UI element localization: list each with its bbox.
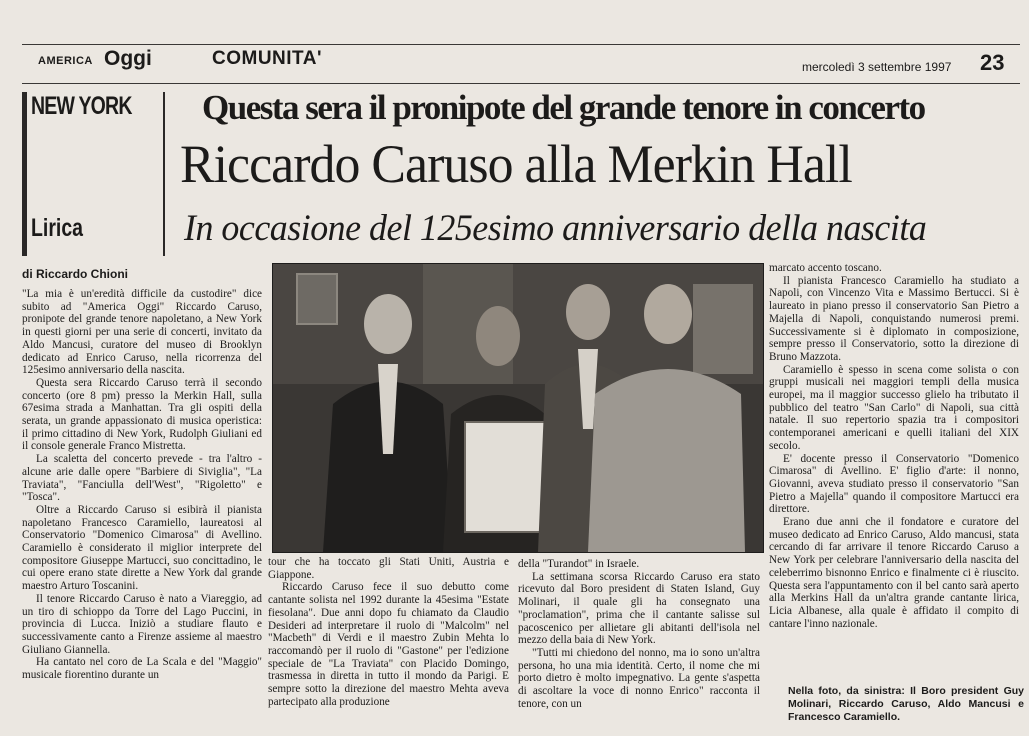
- paragraph: E' docente presso il Conservatorio "Domenico Cimarosa" di Avellino. E' figlio d'arte: il nonno, Giovanni, aveva studiato presso il conservatorio "San Pietro a Majella" quando il compositore Martucci era direttore.: [769, 452, 1019, 516]
- publication-name: AMERICA: [38, 55, 93, 67]
- article-column-2: [268, 556, 509, 708]
- article-photo: [272, 263, 764, 553]
- section-label-box: [22, 92, 165, 256]
- paragraph: "Tutti mi chiedono del nonno, ma io sono un'altra persona, ho una mia identità. Certo, il nome che mi porto dietro è molto impegnativo. La gente s'aspetta di ascoltare la voce di nonno Enrico" racconta il tenore, con un: [518, 646, 760, 710]
- issue-date: mercoledì 3 settembre 1997: [802, 60, 952, 74]
- article-kicker: Questa sera il pronipote del grande tenore in concerto: [202, 88, 925, 127]
- paragraph: marcato accento toscano.: [769, 262, 882, 274]
- section-label-city: NEW YORK: [31, 92, 132, 120]
- paragraph: Questa sera Riccardo Caruso terrà il secondo concerto (ore 8 pm) presso la Merkin Hall, sulla 67esima strada a Manhattan. Tra gli ospiti della serata, un grande appassionato di musica operistica: il primo cittadino di New York, Rudolph Giuliani ed il console generale Franco Mistretta.: [22, 376, 262, 453]
- article-column-3: [518, 558, 760, 710]
- photo-four-men-with-proclamation: [273, 264, 763, 552]
- article-column-1: [22, 288, 262, 682]
- paragraph: Riccardo Caruso fece il suo debutto come cantante solista nel 1992 durante la 45esima "Estate fiesolana". Due anni dopo fu chiamato da Claudio Desideri ad interpretare il ruolo di "Malcolm" nel "Macbeth" di Verdi e il maestro Zubin Mehta lo raccomandò per il ruolo di "Gastone" per l'edizione speciale de "La Traviata" con Placido Domingo, trasmessa in diretta in tutto il mondo da Parigi. E sempre sotto la direzione del maestro Mehta aveva partecipato alla produzione: [268, 581, 509, 708]
- page-number: 23: [980, 50, 1005, 75]
- paragraph: Caramiello è spesso in scena come solista o con gruppi musicali nei maggiori templi della musica europei, ma il maggior successo glielo ha tributato il pubblico del teatro "San Carlo" di Napoli, sua città natale. Il suo repertorio spazia tra i compositori contemporanei americani e quelli italiani del XIX secolo.: [769, 363, 1019, 452]
- publication-name-oggi: Oggi: [104, 47, 152, 70]
- section-title: COMUNITA': [212, 48, 322, 69]
- article-byline: di Riccardo Chioni: [22, 267, 129, 281]
- paragraph: La settimana scorsa Riccardo Caruso era stato ricevuto dal Boro president di Staten Island, Guy Molinari, il quale gli ha consegnato una "proclamation", prima che il cantante salisse sul pacoscenico per allietare gli abitanti dell'isola nel mezzo della baia di New York.: [518, 570, 760, 647]
- paragraph: tour che ha toccato gli Stati Uniti, Austria e Giappone.: [268, 556, 509, 581]
- article-headline: Riccardo Caruso alla Merkin Hall: [180, 134, 852, 194]
- article-column-4: [769, 262, 1019, 630]
- paragraph: La scaletta del concerto prevede - tra l'altro - alcune arie dalle opere "Barbiere di Siviglia", "La Traviata", "Fanciulla dell'West", "Rigoletto" e "Tosca".: [22, 453, 262, 504]
- paragraph: Il tenore Riccardo Caruso è nato a Viareggio, ad un tiro di schioppo da Torre del Lago Puccini, in provincia di Lucca. Iniziò a studiare flauto e successivamente canto a Firenze assieme al maestro Giuliano Giannella.: [22, 592, 262, 656]
- masthead: [22, 44, 1020, 84]
- section-label-topic: Lirica: [31, 214, 84, 242]
- paragraph: Oltre a Riccardo Caruso si esibirà il pianista napoletano Francesco Caramiello, laureatosi al Conservatorio "Domenico Cimarosa" di Avellino. Caramiello è considerato il miglior interprete del compositore Giuseppe Martucci, suo concittadino, le cui opere erano state dirette a New York dal grande maestro Arturo Toscanini.: [22, 503, 262, 593]
- paragraph: Il pianista Francesco Caramiello ha studiato a Napoli, con Vincenzo Vita e Massimo Bertucci. Si è laureato in piano presso il conservatorio San Pietro a Majella di Napoli, conquistando numerosi premi. Successivamente si è diplomato in composizione, sempre presso il Conservatorio, sotto la direzione di Bruno Mazzota.: [769, 274, 1019, 363]
- paragraph: della "Turandot" in Israele.: [518, 558, 640, 570]
- article-deck: In occasione del 125esimo anniversario della nascita: [184, 208, 927, 249]
- paragraph: "La mia è un'eredità difficile da custodire" dice subito ad "America Oggi" Riccardo Caruso, pronipote del grande tenore napoletano, a New York in questi giorni per una serie di concerti, invitato da Aldo Mancusi, curatore del museo di Brooklyn dedicato ad Enrico Caruso, nella ricorrenza del 125esimo anniversario della nascita.: [22, 288, 262, 377]
- photo-caption: Nella foto, da sinistra: Il Boro president Guy Molinari, Riccardo Caruso, Aldo Mancusi e Francesco Caramiello.: [788, 685, 1024, 723]
- paragraph: Erano due anni che il fondatore e curatore del museo dedicato ad Enrico Caruso, Aldo mancusi, stata cercando di far arrivare il tenore Riccardo Caruso a New York per celebrare l'anniversario della nascita del celeberrimo bisnonno Enrico e finalmente ci è riuscito. Questa sera l'appuntamento con il bel canto sarà aperto alla Merkins Hall da un'altra grande cantante lirica, Licia Albanese, alla quale è affidato il compito di cantare l'inno nazionale.: [769, 516, 1019, 630]
- paragraph: Ha cantato nel coro de La Scala e del "Maggio" musicale fiorentino durante un: [22, 656, 262, 682]
